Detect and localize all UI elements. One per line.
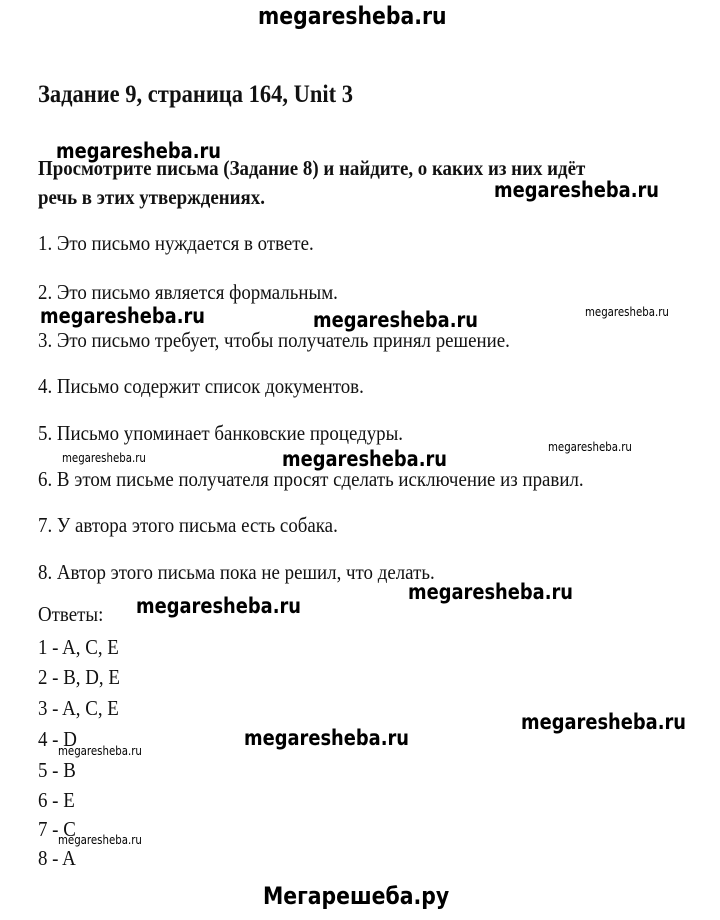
watermark: megaresheba.ru <box>40 304 205 328</box>
answer-8: 8 - A <box>38 846 76 870</box>
statement-5: 5. Письмо упоминает банковские процедуры. <box>38 421 404 445</box>
answer-5: 5 - B <box>38 758 76 782</box>
watermark: megaresheba.ru <box>56 139 221 163</box>
watermark-footer: Мегарешеба.ру <box>263 882 450 910</box>
answers-label: Ответы: <box>38 602 104 626</box>
watermark: megaresheba.ru <box>58 833 142 847</box>
instruction-line-1: Просмотрите письма (Задание 8) и найдите, о каких из них идёт <box>38 156 586 180</box>
watermark: megaresheba.ru <box>313 308 478 332</box>
answer-2: 2 - B, D, E <box>38 665 120 689</box>
watermark: megaresheba.ru <box>548 440 632 454</box>
watermark: megaresheba.ru <box>282 447 447 471</box>
page-title: Задание 9, страница 164, Unit 3 <box>38 81 354 108</box>
watermark: megaresheba.ru <box>521 710 686 734</box>
watermark-header: megaresheba.ru <box>258 2 447 30</box>
statement-1: 1. Это письмо нуждается в ответе. <box>38 231 314 255</box>
answer-6: 6 - E <box>38 788 75 812</box>
watermark: megaresheba.ru <box>58 744 142 758</box>
statement-8: 8. Автор этого письма пока не решил, что делать. <box>38 560 435 584</box>
statement-2: 2. Это письмо является формальным. <box>38 280 338 304</box>
watermark: megaresheba.ru <box>585 305 669 319</box>
answer-1: 1 - A, C, E <box>38 635 119 659</box>
answer-7: 7 - C <box>38 817 76 841</box>
watermark: megaresheba.ru <box>408 580 573 604</box>
statement-4: 4. Письмо содержит список документов. <box>38 374 364 398</box>
watermark: megaresheba.ru <box>244 726 409 750</box>
statement-6: 6. В этом письме получателя просят сделать исключение из правил. <box>38 467 584 491</box>
watermark: megaresheba.ru <box>136 594 301 618</box>
answer-4: 4 - D <box>38 727 77 751</box>
watermark: megaresheba.ru <box>62 451 146 465</box>
statement-7: 7. У автора этого письма есть собака. <box>38 513 338 537</box>
answer-3: 3 - A, C, E <box>38 696 119 720</box>
statement-3: 3. Это письмо требует, чтобы получатель принял решение. <box>38 328 510 352</box>
watermark: megaresheba.ru <box>494 178 659 202</box>
instruction-line-2: речь в этих утверждениях. <box>38 185 265 209</box>
